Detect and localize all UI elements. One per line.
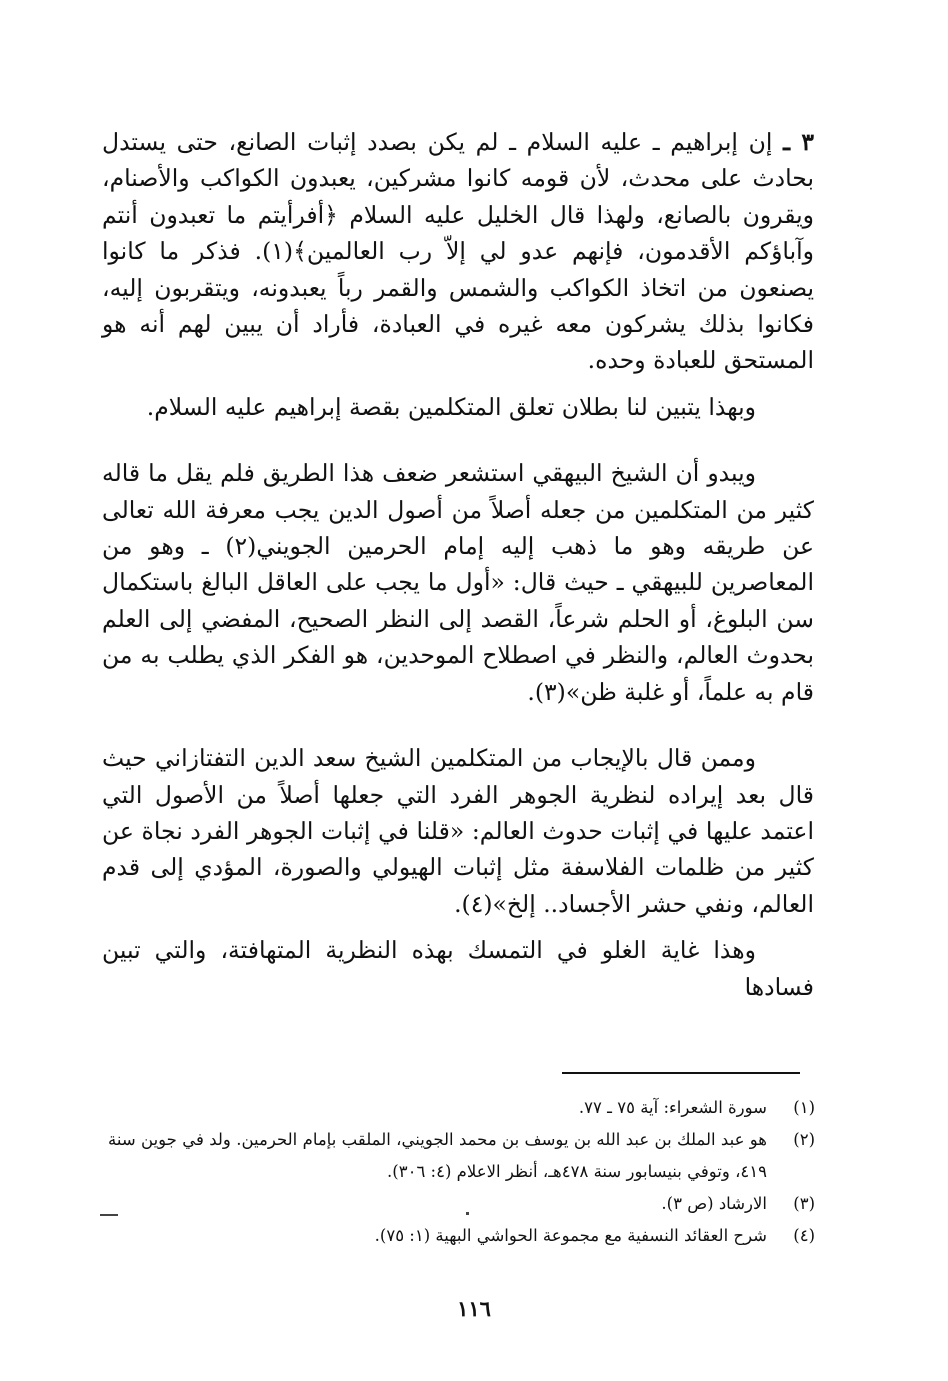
scan-speck bbox=[466, 1212, 469, 1215]
footnote-4 bbox=[108, 1220, 815, 1252]
page-number: ١١٦ bbox=[457, 1296, 491, 1321]
paragraph-taftazani: وممن قال بالإيجاب من المتكلمين الشيخ سعد الدين التفتازاني حيث قال بعد إيراده لنظرية الجوهر الفرد التي جعلها أصلاً من الأصول التي اعتمد عليها في إثبات حدوث العالم: «قلنا في إثبات الجوهر الفرد نجاة عن كثير من ظلمات الفلاسفة مثل إثبات الهيولي والصورة، المؤدي إلى قدم العالم، ونفي حشر الأجساد.. إلخ»(٤). bbox=[102, 744, 814, 918]
footnote-separator bbox=[562, 1072, 800, 1074]
footnote-number: (٣) bbox=[793, 1194, 815, 1213]
footnote-number: (١) bbox=[793, 1098, 815, 1117]
main-text bbox=[102, 124, 814, 1005]
scan-speck bbox=[100, 1214, 118, 1216]
footnote-3 bbox=[108, 1188, 815, 1220]
paragraph-bayhaqi: ويبدو أن الشيخ البيهقي استشعر ضعف هذا الطريق فلم يقل ما قاله كثير من المتكلمين من جعله أصلاً من أصول الدين يجب معرفة الله تعالى عن طريقه وهو ما ذهب إليه إمام الحرمين الجويني(٢) ـ وهو من المعاصرين للبيهقي ـ حيث قال: «أول ما يجب على العاقل البالغ باستكمال سن البلوغ، أو الحلم شرعاً، القصد إلى النظر الصحيح، المفضي إلى العلم بحدوث العالم، والنظر في اصطلاح الموحدين، هو الفكر الذي يطلب به من قام به علماً، أو غلبة ظن»(٣). bbox=[102, 459, 814, 706]
footnotes bbox=[108, 1092, 815, 1252]
footnote-number: (٤) bbox=[793, 1226, 815, 1245]
footnote-text: سورة الشعراء: آية ٧٥ ـ ٧٧. bbox=[578, 1098, 767, 1117]
footnote-1 bbox=[108, 1092, 815, 1124]
item-number: ٣ ـ bbox=[783, 128, 814, 156]
paragraph-conclusion: وبهذا يتبين لنا بطلان تعلق المتكلمين بقصة إبراهيم عليه السلام. bbox=[146, 392, 756, 421]
paragraph-last: وهذا غاية الغلو في التمسك بهذه النظرية المتهافتة، والتي تبين فسادها bbox=[102, 936, 814, 1001]
footnote-text: شرح العقائد النسفية مع مجموعة الحواشي البهية (١: ٧٥). bbox=[374, 1226, 767, 1245]
footnote-text: الارشاد (ص ٣). bbox=[661, 1194, 767, 1213]
footnote-text: هو عبد الملك بن عبد الله بن يوسف بن محمد الجويني، الملقب بإمام الحرمين. ولد في جوين سنة ٤١٩، وتوفي بنيسابور سنة ٤٧٨هـ، أنظر الاعلام (٤: ٣٠٦). bbox=[108, 1130, 767, 1181]
item-text: إن إبراهيم ـ عليه السلام ـ لم يكن بصدد إثبات الصانع، حتى يستدل بحادث على محدث، لأن قومه كانوا مشركين، يعبدون الكواكب والأصنام، ويقرون بالصانع، ولهذا قال الخليل عليه السلام ﴿أفرأيتم ما تعبدون أنتم وآباؤكم الأقدمون، فإنهم عدو لي إلاّ رب العالمين﴾(١). فذكر ما كانوا يصنعون من اتخاذ الكواكب والشمس والقمر رباً يعبدونه، ويتقربون إليه، فكانوا بذلك يشركون معه غيره في العبادة، فأراد أن يبين لهم أنه هو المستحق للعبادة وحده. bbox=[102, 128, 814, 375]
footnote-2 bbox=[108, 1124, 815, 1188]
numbered-item-3 bbox=[102, 124, 814, 379]
footnote-number: (٢) bbox=[793, 1130, 815, 1149]
